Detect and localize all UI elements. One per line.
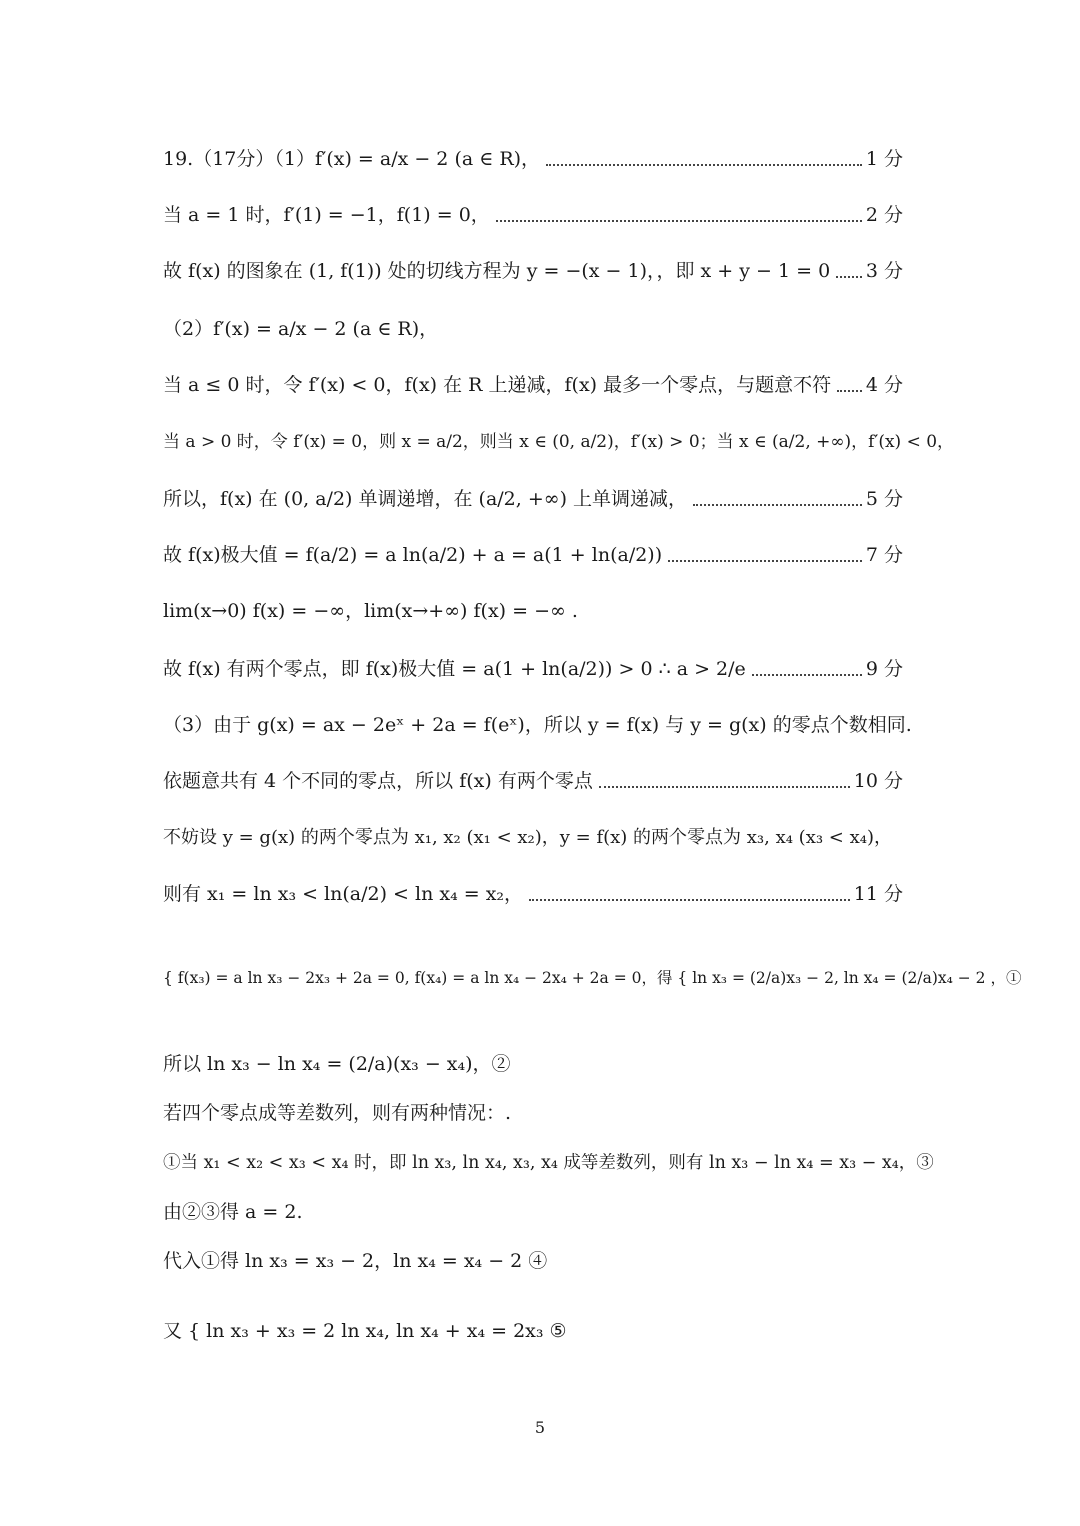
line-text: 又 { ln x₃ + x₃ = 2 ln x₄, ln x₄ + x₄ = 2x₃ ⑤ — [163, 1320, 567, 1342]
line-text: 不妨设 y = g(x) 的两个零点为 x₁, x₂ (x₁ < x₂)，y = f(x) 的两个零点为 x₃, x₄ (x₃ < x₄)， — [163, 827, 892, 848]
leader-dots — [668, 560, 862, 562]
line-text: 依题意共有 4 个不同的零点，所以 f(x) 有两个零点 — [163, 770, 593, 792]
solution-line — [163, 146, 903, 172]
line-text: 当 a = 1 时，f′(1) = −1，f(1) = 0， — [163, 204, 490, 226]
line-text: 若四个零点成等差数列，则有两种情况：. — [163, 1102, 512, 1124]
solution-line — [163, 316, 903, 342]
leader-dots — [496, 220, 862, 222]
line-text: 由②③得 a = 2. — [163, 1201, 303, 1223]
leader-dots — [529, 899, 850, 901]
solution-line — [163, 1318, 903, 1344]
score-label: 7 分 — [865, 544, 903, 566]
line-text: lim(x→0) f(x) = −∞，lim(x→+∞) f(x) = −∞ . — [163, 600, 578, 622]
line-text: 19.（17分）（1）f′(x) = a/x − 2 (a ∈ R)， — [163, 148, 541, 170]
solution-line — [163, 768, 903, 794]
leader-dots — [837, 390, 862, 392]
leader-dots — [752, 674, 862, 676]
leader-dots — [599, 786, 850, 788]
solution-line — [163, 1100, 903, 1126]
line-text: （3）由于 g(x) = ax − 2eˣ + 2a = f(eˣ)，所以 y = f(x) 与 y = g(x) 的零点个数相同. — [163, 714, 912, 736]
leader-dots — [693, 504, 862, 506]
score-label: 2 分 — [865, 204, 903, 226]
solution-line — [163, 965, 1022, 991]
score-label: 9 分 — [865, 658, 903, 680]
solution-line — [163, 1199, 903, 1225]
solution-line — [163, 1248, 903, 1274]
solution-line — [163, 542, 903, 568]
solution-line — [163, 712, 912, 738]
score-label: 3 分 — [865, 260, 903, 282]
line-text: 所以 ln x₃ − ln x₄ = (2/a)(x₃ − x₄)，② — [163, 1053, 511, 1075]
solution-line — [163, 825, 903, 851]
leader-dots — [836, 276, 862, 278]
line-text: 故 f(x)极大值 = f(a/2) = a ln(a/2) + a = a(1 + ln(a/2)) — [163, 544, 663, 566]
solution-line — [163, 881, 903, 907]
line-text: 故 f(x) 的图象在 (1, f(1)) 处的切线方程为 y = −(x − 1)，，即 x + y − 1 = 0 — [163, 260, 831, 282]
line-text: 所以，f(x) 在 (0, a/2) 单调递增，在 (a/2, +∞) 上单调递减， — [163, 488, 688, 510]
page-number: 5 — [534, 1418, 546, 1437]
line-text: 当 a ≤ 0 时，令 f′(x) < 0，f(x) 在 R 上递减，f(x) 最多一个零点，与题意不符 — [163, 374, 832, 396]
solution-line — [163, 656, 903, 682]
solution-line — [163, 1150, 934, 1176]
solution-line — [163, 429, 955, 455]
line-text: 代入①得 ln x₃ = x₃ − 2，ln x₄ = x₄ − 2 ④ — [163, 1250, 548, 1272]
line-text: 当 a > 0 时，令 f′(x) = 0，则 x = a/2，则当 x ∈ (0, a/2)，f′(x) > 0；当 x ∈ (a/2, +∞)，f′(x) < 0， — [163, 432, 955, 452]
score-label: 11 分 — [853, 883, 903, 905]
score-label: 5 分 — [865, 488, 903, 510]
solution-line — [163, 598, 903, 624]
line-text: （2）f′(x) = a/x − 2 (a ∈ R)， — [163, 318, 439, 340]
line-text: 故 f(x) 有两个零点，即 f(x)极大值 = a(1 + ln(a/2)) > 0 ∴ a > 2/e — [163, 658, 746, 680]
line-text: ①当 x₁ < x₂ < x₃ < x₄ 时，即 ln x₃, ln x₄, x₃, x₄ 成等差数列，则有 ln x₃ − ln x₄ = x₃ − x₄，③ — [163, 1153, 934, 1173]
score-label: 1 分 — [865, 148, 903, 170]
score-label: 4 分 — [865, 374, 903, 396]
solution-line — [163, 486, 903, 512]
score-label: 10 分 — [853, 770, 903, 792]
solution-line — [163, 1051, 903, 1077]
leader-dots — [546, 164, 862, 166]
solution-line — [163, 372, 903, 398]
line-text: 则有 x₁ = ln x₃ < ln(a/2) < ln x₄ = x₂， — [163, 883, 524, 905]
solution-line — [163, 258, 903, 284]
solution-line — [163, 202, 903, 228]
line-text: { f(x₃) = a ln x₃ − 2x₃ + 2a = 0, f(x₄) = a ln x₄ − 2x₄ + 2a = 0，得 { ln x₃ = (2/a)x₃ − 2, ln x₄ = (2/a)x₄ − 2 ，① — [163, 969, 1022, 987]
